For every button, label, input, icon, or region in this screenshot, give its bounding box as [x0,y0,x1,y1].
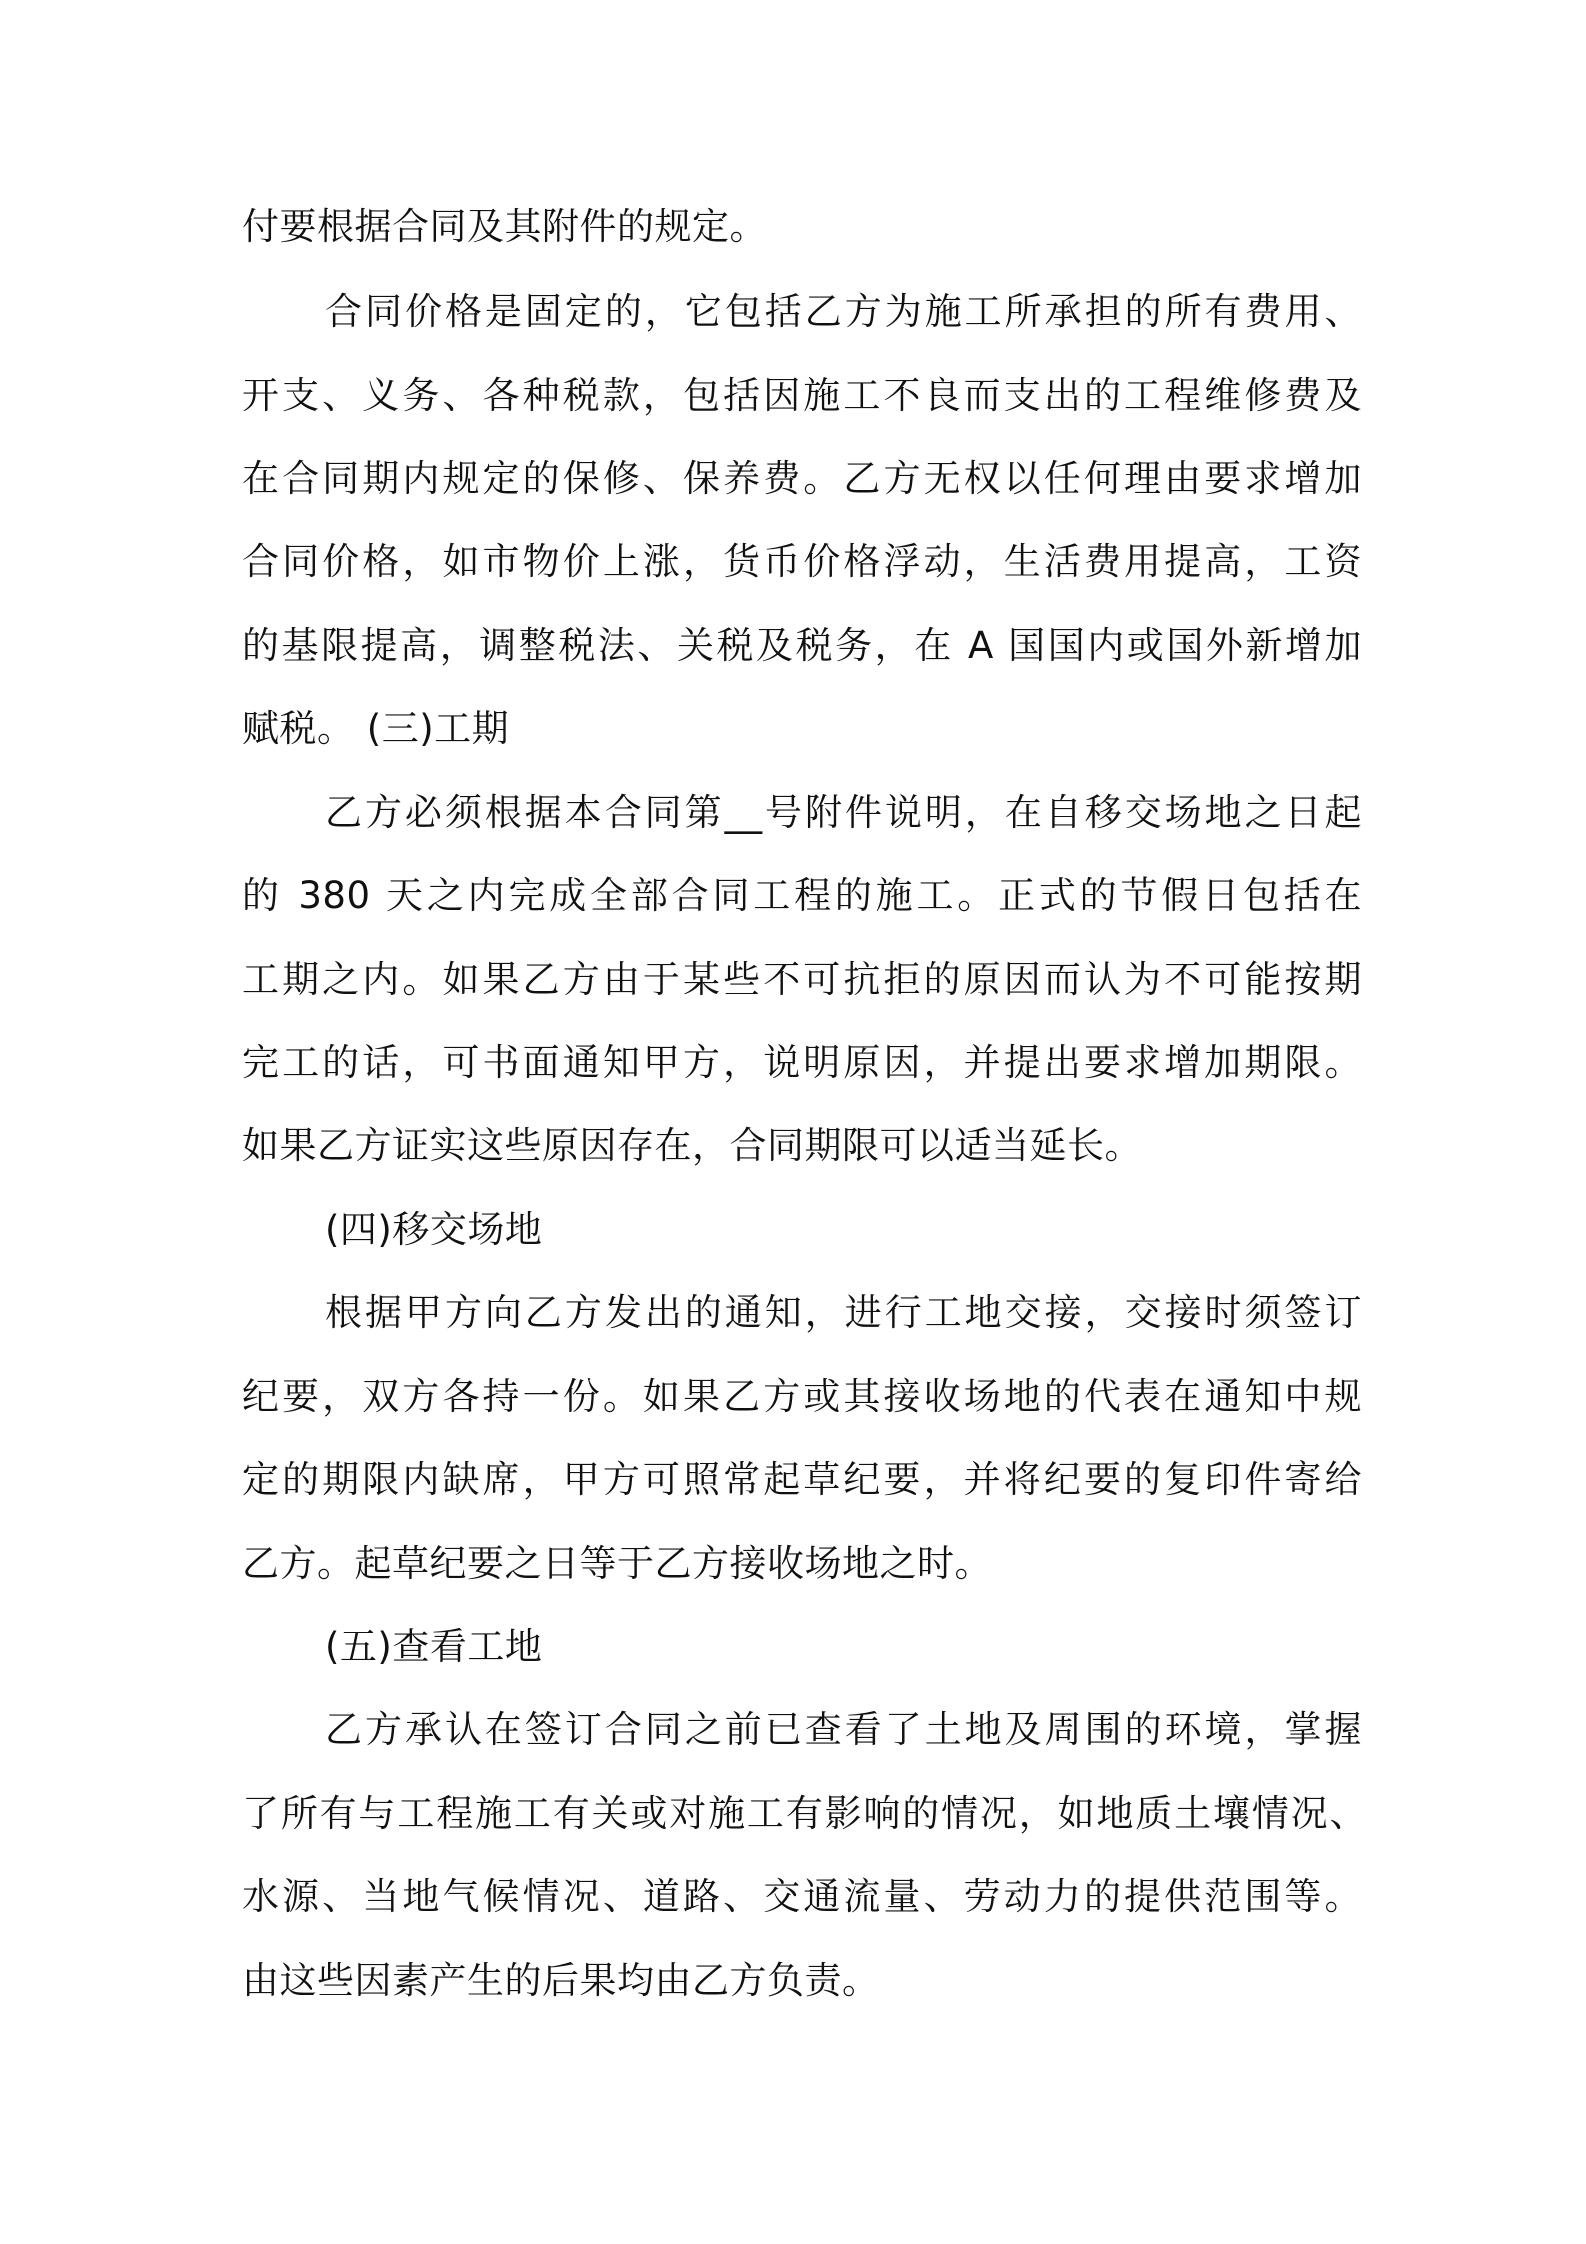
text-line-12: 如果乙方证实这些原因存在，合同期限可以适当延长。 [242,1124,1142,1167]
section-heading-4: (四)移交场地 [325,1208,543,1251]
text-line-3: 开支、义务、各种税款，包括因施工不良而支出的工程维修费及 [242,374,1362,417]
text-line-15: 纪要，双方各持一份。如果乙方或其接收场地的代表在通知中规 [242,1375,1362,1418]
text-line-5: 合同价格，如市物价上涨，货币价格浮动，生活费用提高，工资 [242,540,1362,583]
text-line-1: 付要根据合同及其附件的规定。 [242,205,767,248]
text-line-14: 根据甲方向乙方发出的通知，进行工地交接，交接时须签订 [325,1291,1362,1334]
text-line-19: 乙方承认在签订合同之前已查看了土地及周围的环境，掌握 [325,1708,1362,1751]
text-line-9: 的 380 天之内完成全部合同工程的施工。正式的节假日包括在 [242,874,1362,917]
text-line-16: 定的期限内缺席，甲方可照常起草纪要，并将纪要的复印件寄给 [242,1458,1362,1501]
text-line-21: 水源、当地气候情况、道路、交通流量、劳动力的提供范围等。 [242,1875,1362,1918]
text-line-2: 合同价格是固定的，它包括乙方为施工所承担的所有费用、 [325,290,1362,333]
text-line-17: 乙方。起草纪要之日等于乙方接收场地之时。 [242,1542,992,1585]
text-line-20: 了所有与工程施工有关或对施工有影响的情况，如地质土壤情况、 [242,1792,1367,1835]
text-line-10: 工期之内。如果乙方由于某些不可抗拒的原因而认为不可能按期 [242,958,1362,1001]
text-line-11: 完工的话，可书面通知甲方，说明原因，并提出要求增加期限。 [242,1041,1362,1084]
text-line-8: 乙方必须根据本合同第__号附件说明，在自移交场地之日起 [325,791,1362,834]
section-heading-5: (五)查看工地 [325,1625,543,1668]
text-line-22: 由这些因素产生的后果均由乙方负责。 [242,1959,880,2002]
text-line-7: 赋税。 (三)工期 [242,707,510,750]
text-line-6: 的基限提高，调整税法、关税及税务，在 A 国国内或国外新增加 [242,624,1362,667]
text-line-4: 在合同期内规定的保修、保养费。乙方无权以任何理由要求增加 [242,457,1362,500]
